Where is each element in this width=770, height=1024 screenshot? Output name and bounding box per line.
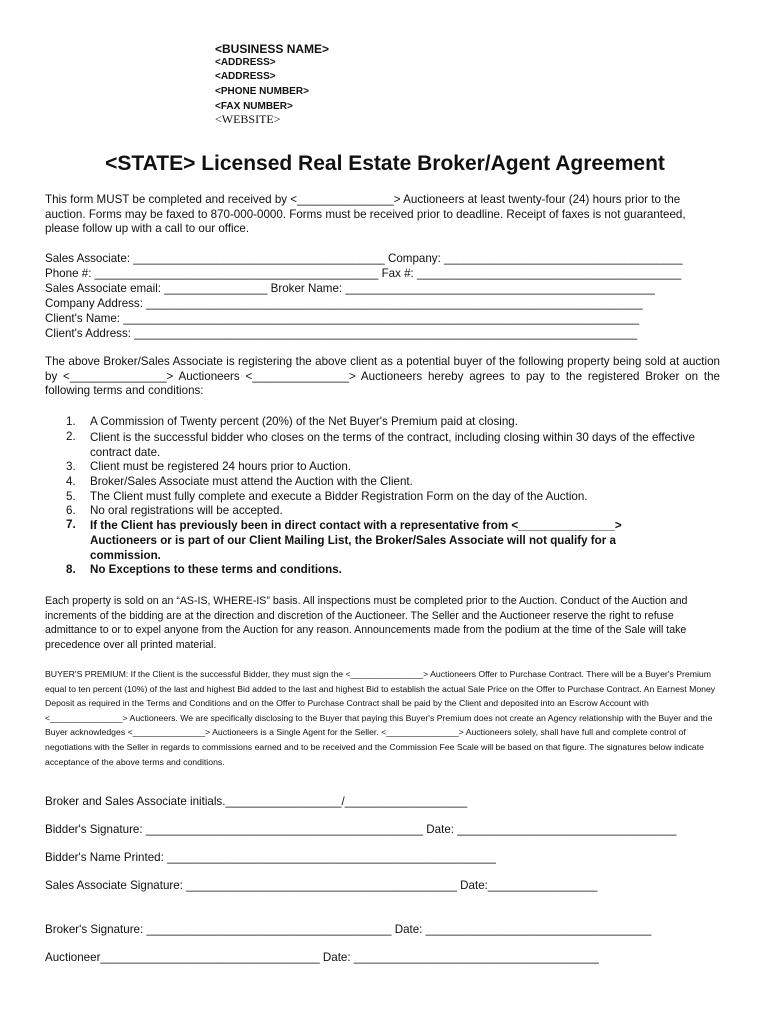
term-text-bold: No Exceptions to these terms and conditions. <box>90 563 342 576</box>
field-email-broker: Sales Associate email: ________________ Broker Name: ________________________________________________ <box>45 282 655 295</box>
term-text-bold: If the Client has previously been in direct contact with a representative from <_______________> Auctioneers or is part of our Client Mailing List, the Broker/Sales Associate will not qualify for a commission. <box>90 519 622 562</box>
auctioneer-signature-line: Auctioneer__________________________________ Date: ______________________________________ <box>45 951 599 964</box>
field-phone-fax: Phone #: ____________________________________________ Fax #: _________________________________________ <box>45 267 682 280</box>
broker-signature-line: Broker's Signature: ______________________________________ Date: ___________________________________ <box>45 923 652 936</box>
fax-number: <FAX NUMBER> <box>215 101 293 112</box>
term-number: 1. <box>66 415 76 428</box>
term-number: 2. <box>66 430 76 443</box>
term-number: 3. <box>66 460 76 473</box>
bidder-name-line: Bidder's Name Printed: ___________________________________________________ <box>45 851 496 864</box>
term-number: 4. <box>66 475 76 488</box>
term-number: 7. <box>66 518 76 531</box>
phone-number: <PHONE NUMBER> <box>215 86 309 97</box>
bidder-signature-line: Bidder's Signature: ___________________________________________ Date: __________________________________ <box>45 823 677 836</box>
as-is-paragraph: Each property is sold on an “AS-IS, WHERE-IS” basis. All inspections must be completed prior to the Auction. Conduct of the Auction and increments of the bidding are at the direction and discretion of the Auctioneer. The Seller and the Auctioneer reserve the right to refuse admittance to or to expel anyone from the Auction for any reason. Announcements made from the podium at the time of the Sale will take precedence over all printed material. <box>45 595 688 651</box>
sales-associate-signature-line: Sales Associate Signature: __________________________________________ Date:_________________ <box>45 879 598 892</box>
document-title: <STATE> Licensed Real Estate Broker/Agent Agreement <box>105 152 665 175</box>
term-text: No oral registrations will be accepted. <box>90 504 283 517</box>
term-text: A Commission of Twenty percent (20%) of the Net Buyer's Premium paid at closing. <box>90 415 518 428</box>
address-line-1: <ADDRESS> <box>215 57 276 68</box>
business-name: <BUSINESS NAME> <box>215 42 330 56</box>
field-sales-associate: Sales Associate: _______________________________________ Company: _____________________________________ <box>45 252 683 265</box>
term-number: 6. <box>66 504 76 517</box>
intro-paragraph: This form MUST be completed and received by <_______________> Auctioneers at least twenty-four (24) hours prior to the auction. Forms may be faxed to 870-000-0000. Forms must be received prior to deadline. Receipt of faxes is not guaranteed, please follow up with a call to our office. <box>45 193 686 236</box>
initials-line: Broker and Sales Associate initials.__________________/___________________ <box>45 795 468 808</box>
registration-paragraph: The above Broker/Sales Associate is registering the above client as a potential buyer of the following property being sold at auction by <_______________> Auctioneers <_______________> Auctioneers hereby agrees to pay to the registered Broker on the following terms and conditions: <box>45 355 720 398</box>
term-text: Client is the successful bidder who closes on the terms of the contract, including closing within 30 days of the effective contract date. <box>90 431 695 459</box>
buyers-premium-paragraph: BUYER'S PREMIUM: If the Client is the successful Bidder, they must sign the <_______________> Auctioneers Offer to Purchase Contract. There will be a Buyer's Premium equal to ten percent (10%) of the last and highest Bid added to the last and highest Bid to establish the actual Sale Price on the Offer to Purchase Contract. An Earnest Money Deposit as required in the Terms and Conditions and on the Offer to Purchase Contract shall be paid by the Client and deposited into an Escrow Account with <_______________> Auctioneers. We are specifically disclosing to the Buyer that paying this Buyer's Premium does not create an Agency relationship with the Buyer and the Buyer acknowledges <_______________> Auctioneers is a Single Agent for the Seller. <_______________> Auctioneers solely, shall have full and complete control of negotiations with the Seller in regards to commissions earned and to be received and the Commission Fee Scale will be based on that figure. The signatures below indicate acceptance of the above terms and conditions. <box>45 669 716 767</box>
term-number: 5. <box>66 490 76 503</box>
field-client-name: Client's Name: ________________________________________________________________________________ <box>45 312 640 325</box>
address-line-2: <ADDRESS> <box>215 71 276 82</box>
term-number: 8. <box>66 563 76 576</box>
term-text: Client must be registered 24 hours prior to Auction. <box>90 460 351 473</box>
field-company-address: Company Address: _____________________________________________________________________________ <box>45 297 643 310</box>
term-text: Broker/Sales Associate must attend the Auction with the Client. <box>90 475 413 488</box>
term-text: The Client must fully complete and execute a Bidder Registration Form on the day of the Auction. <box>90 490 588 503</box>
field-client-address: Client's Address: ______________________________________________________________________________ <box>45 327 638 340</box>
website: <WEBSITE> <box>215 112 281 126</box>
